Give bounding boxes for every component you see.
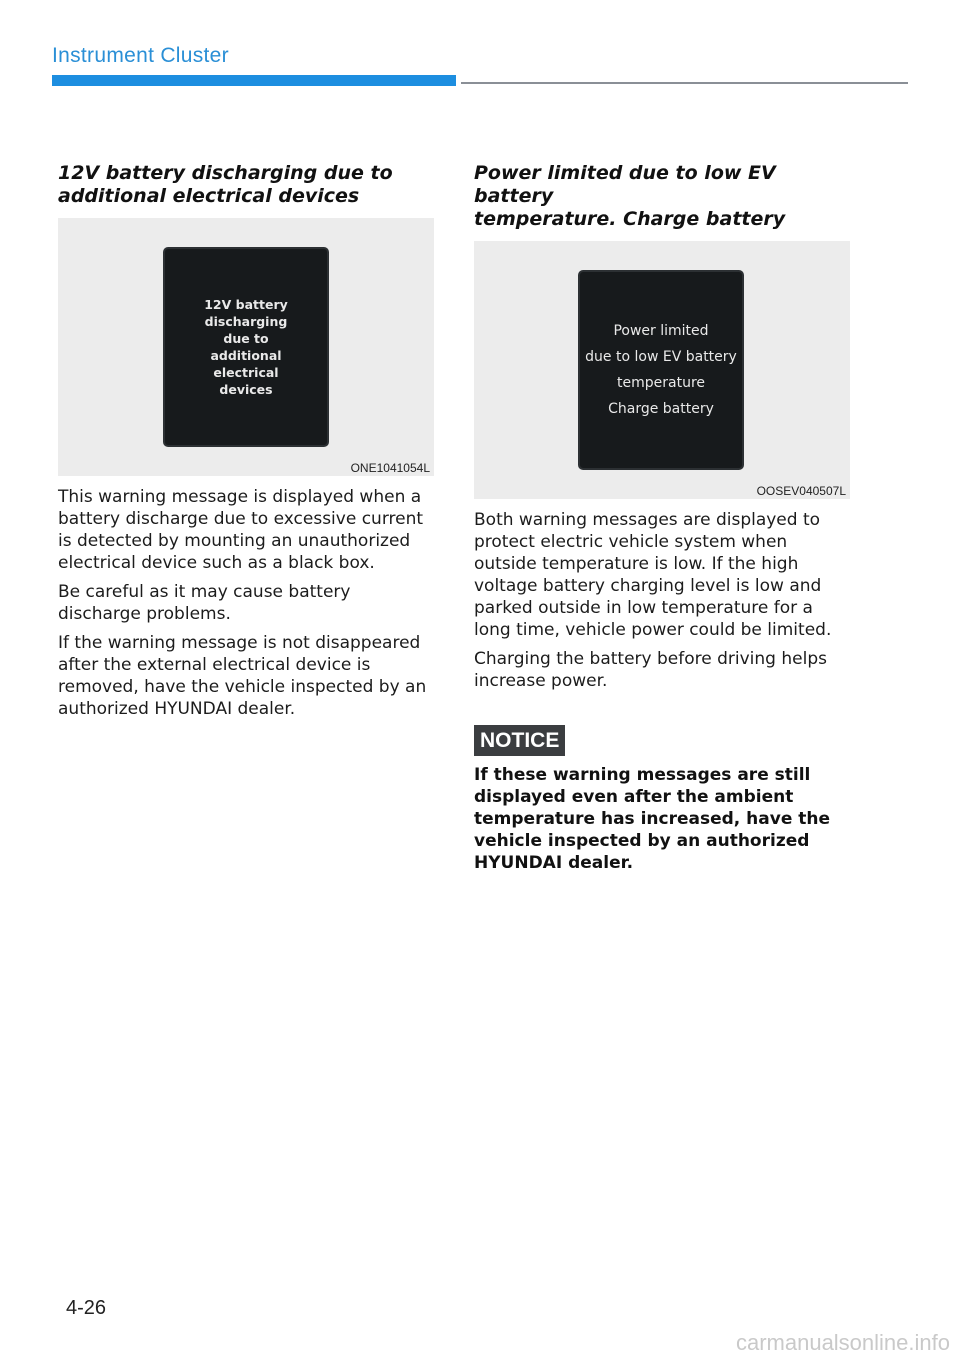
- right-column: [474, 162, 850, 874]
- body-paragraph: Be careful as it may cause battery discharge problems.: [58, 582, 351, 624]
- figure-code: ONE1041054L: [350, 461, 430, 475]
- display-line: temperature: [617, 375, 705, 391]
- cluster-display: [578, 270, 744, 470]
- heading-line: Power limited due to low EV battery: [474, 162, 776, 207]
- body-paragraph: Charging the battery before driving helps increase power.: [474, 649, 827, 691]
- display-line: electrical: [213, 365, 279, 380]
- heading-line: 12V battery discharging due to: [58, 162, 393, 184]
- body-paragraph: This warning message is displayed when a battery discharge due to excessive current is detected by mounting an unauthorized electrical device such as a black box.: [58, 487, 424, 573]
- header-accent-rule: [52, 75, 456, 86]
- heading-line: additional electrical devices: [58, 185, 360, 207]
- power-limited-figure: [474, 241, 850, 499]
- watermark: carmanualsonline.info: [735, 1330, 950, 1355]
- heading-line: temperature. Charge battery: [474, 208, 786, 230]
- body-paragraph: If the warning message is not disappeared after the external electrical device is removed, have the vehicle inspected by an authorized HYUNDAI dealer.: [58, 633, 427, 719]
- display-line: Power limited: [613, 323, 709, 339]
- display-line: Charge battery: [608, 401, 714, 417]
- display-line: devices: [219, 382, 273, 397]
- display-line: discharging: [204, 314, 288, 329]
- section-title: Instrument Cluster: [52, 44, 229, 67]
- display-line: additional: [210, 348, 282, 363]
- battery-discharge-heading: [58, 162, 434, 208]
- cluster-display: [163, 247, 329, 447]
- figure-code: OOSEV040507L: [756, 484, 846, 498]
- power-limited-heading: [474, 162, 850, 231]
- display-line: due to low EV battery: [585, 349, 737, 365]
- left-column: [58, 162, 434, 720]
- notice-text: If these warning messages are still displayed even after the ambient temperature has increased, have the vehicle inspected by an authorized HYUNDAI dealer.: [474, 765, 831, 873]
- notice-badge: NOTICE: [474, 725, 565, 756]
- page-number: 4-26: [66, 1297, 107, 1319]
- display-line: due to: [223, 331, 269, 346]
- header-divider-rule: [461, 82, 908, 84]
- body-paragraph: Both warning messages are displayed to protect electric vehicle system when outside temperature is low. If the high voltage battery charging level is low and parked outside in low temperature for a long time, vehicle power could be limited.: [474, 510, 832, 640]
- display-line: 12V battery: [204, 297, 288, 312]
- battery-discharge-figure: [58, 218, 434, 476]
